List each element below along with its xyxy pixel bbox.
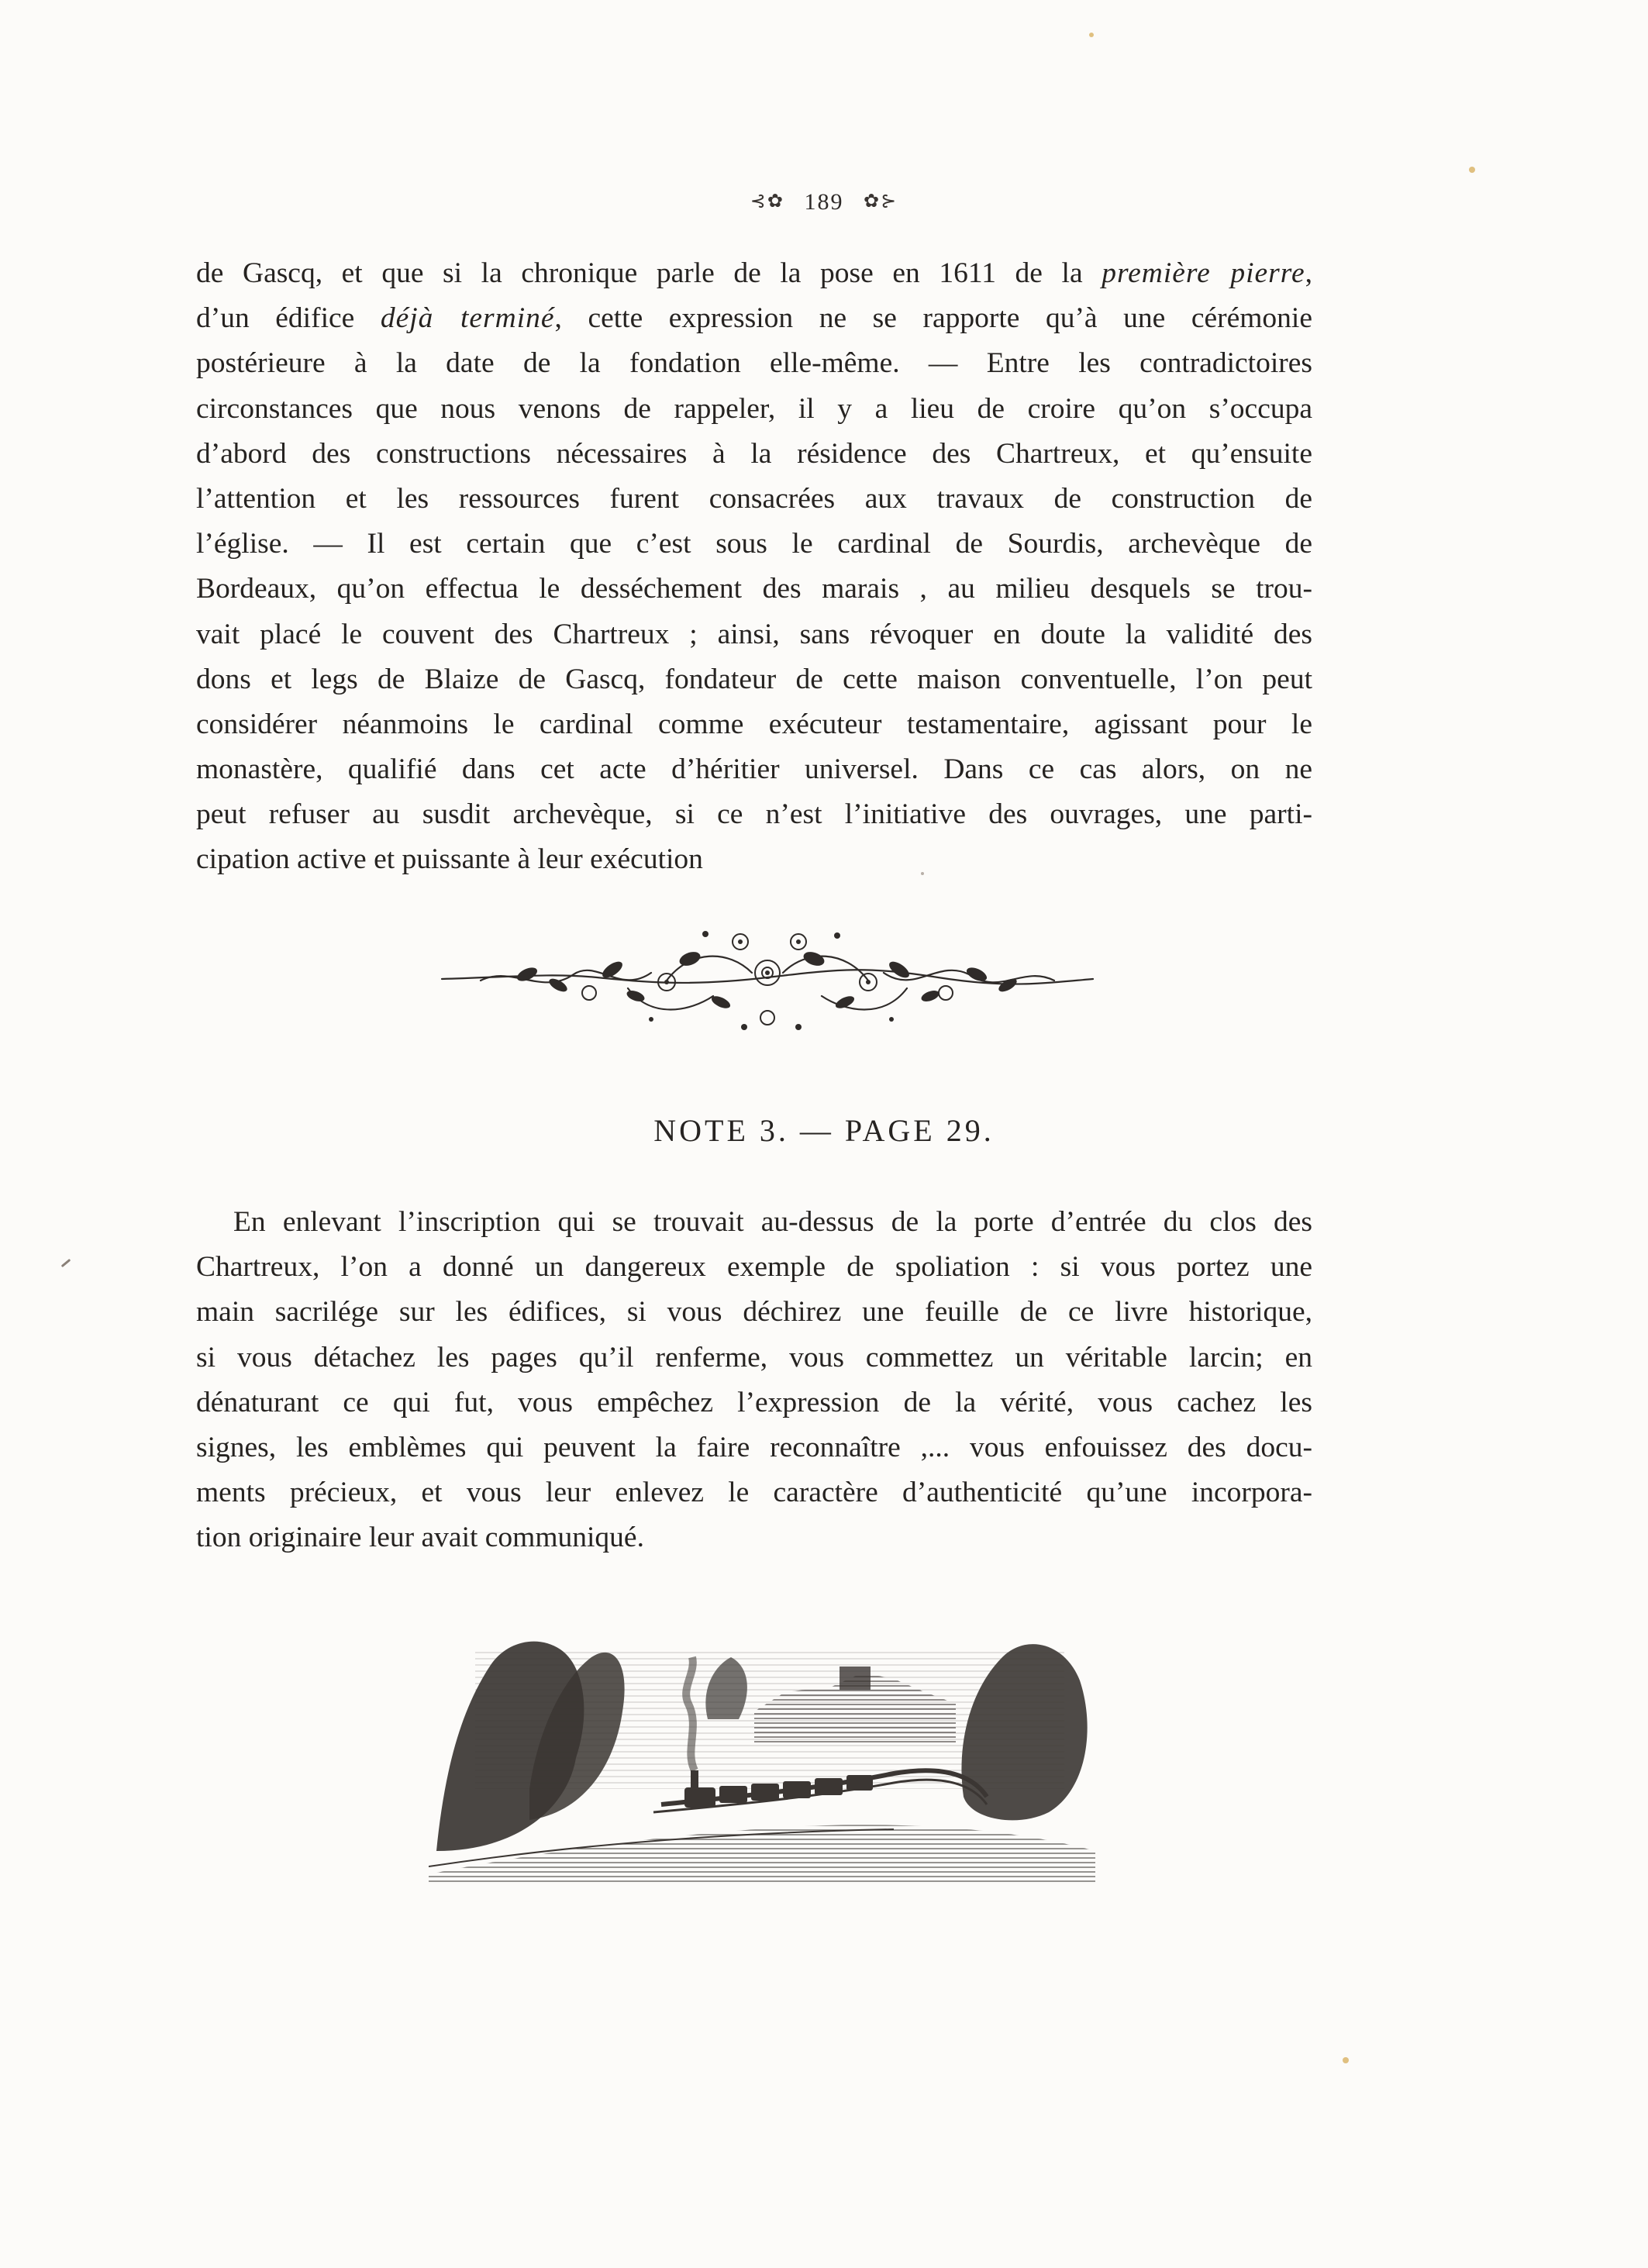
- italic-text: première pierre: [1102, 257, 1305, 289]
- paper-speck: [921, 872, 924, 875]
- text-line: [196, 1380, 1312, 1425]
- text-segment: circonstances que nous venons de rappeler, il y a lieu de croire qu’on s’occupa: [196, 392, 1312, 425]
- note-heading: NOTE 3. — PAGE 29.: [653, 1113, 995, 1148]
- text-segment: l’église. — Il est certain que c’est sous le cardinal de Sourdis, archevèque de: [196, 528, 1312, 560]
- text-line: [196, 1245, 1312, 1290]
- text-line: [196, 341, 1312, 386]
- text-segment: d’un édifice: [196, 302, 381, 335]
- text-segment: ,: [1305, 257, 1312, 289]
- paper-speck: [61, 1259, 71, 1267]
- text-segment: si vous détachez les pages qu’il renferme, vous commettez un véritable larcin; en: [196, 1341, 1312, 1374]
- text-segment: cipation active et puissante à leur exécution: [196, 843, 703, 876]
- text-line: [196, 567, 1312, 612]
- text-segment: postérieure à la date de la fondation elle-même. — Entre les contradictoires: [196, 347, 1312, 380]
- text-segment: Bordeaux, qu’on effectua le desséchement des marais , au milieu desquels se trou-: [196, 573, 1312, 605]
- right-ornament-icon: ✿⊱: [864, 191, 898, 212]
- text-segment: de Gascq, et que si la chronique parle de la pose en 1611 de la: [196, 257, 1102, 289]
- running-head: [0, 189, 1648, 215]
- text-segment: d’abord des constructions nécessaires à la résidence des Chartreux, et qu’ensuite: [196, 437, 1312, 470]
- text-segment: main sacrilége sur les édifices, si vous déchirez une feuille de ce livre historique,: [196, 1296, 1312, 1329]
- paper-speck: [1089, 33, 1094, 37]
- text-segment: vait placé le couvent des Chartreux ; ainsi, sans révoquer en doute la validité des: [196, 618, 1312, 650]
- text-line: [196, 702, 1312, 747]
- text-segment: l’attention et les ressources furent consacrées aux travaux de construction de: [196, 482, 1312, 515]
- text-segment: ments précieux, et vous leur enlevez le caractère d’authenticité qu’une incorpora-: [196, 1477, 1312, 1509]
- text-line: [196, 1425, 1312, 1470]
- text-line: [196, 1515, 1312, 1560]
- text-line: [196, 747, 1312, 792]
- text-line: [196, 792, 1312, 837]
- text-segment: peut refuser au susdit archevèque, si ce n’est l’initiative des ouvrages, une parti-: [196, 798, 1312, 831]
- italic-text: déjà terminé: [380, 302, 555, 335]
- text-segment: monastère, qualifié dans cet acte d’héritier universel. Dans ce cas alors, on ne: [196, 753, 1312, 786]
- text-line: [196, 1200, 1312, 1245]
- text-segment: considérer néanmoins le cardinal comme exécuteur testamentaire, agissant pour le: [196, 708, 1312, 740]
- text-line: [196, 432, 1312, 477]
- text-line: [196, 296, 1312, 341]
- paper-speck: [1469, 167, 1475, 173]
- text-line: [196, 1336, 1312, 1380]
- text-line: [196, 251, 1312, 296]
- fleuron-ornament-icon: [434, 919, 1101, 1039]
- text-segment: dons et legs de Blaize de Gascq, fondateur de cette maison conventuelle, l’on peut: [196, 663, 1312, 695]
- text-line: [196, 1290, 1312, 1335]
- text-line: [196, 612, 1312, 657]
- text-segment: signes, les emblèmes qui peuvent la faire reconnaître ,... vous enfouissez des docu-: [196, 1431, 1312, 1463]
- text-line: [196, 657, 1312, 702]
- landscape-vignette-icon: [429, 1618, 1095, 1882]
- text-segment: dénaturant ce qui fut, vous empêchez l’expression de la vérité, vous cachez les: [196, 1386, 1312, 1418]
- text-line: [196, 387, 1312, 432]
- text-segment: Chartreux, l’on a donné un dangereux exemple de spoliation : si vous portez une: [196, 1251, 1312, 1284]
- left-ornament-icon: ⊰✿: [750, 191, 784, 212]
- text-line: [196, 477, 1312, 522]
- text-segment: En enlevant l’inscription qui se trouvait au-dessus de la porte d’entrée du clos des: [233, 1206, 1312, 1238]
- text-line: [196, 1470, 1312, 1515]
- note-paragraph: [196, 1200, 1312, 1561]
- paper-speck: [1343, 2057, 1349, 2063]
- text-segment: , cette expression ne se rapporte qu’à une cérémonie: [554, 302, 1312, 335]
- paragraph-continued: [196, 251, 1312, 883]
- text-segment: tion originaire leur avait communiqué.: [196, 1522, 644, 1554]
- page-number: 189: [804, 189, 844, 215]
- text-line: [196, 522, 1312, 567]
- text-line: [196, 837, 1312, 882]
